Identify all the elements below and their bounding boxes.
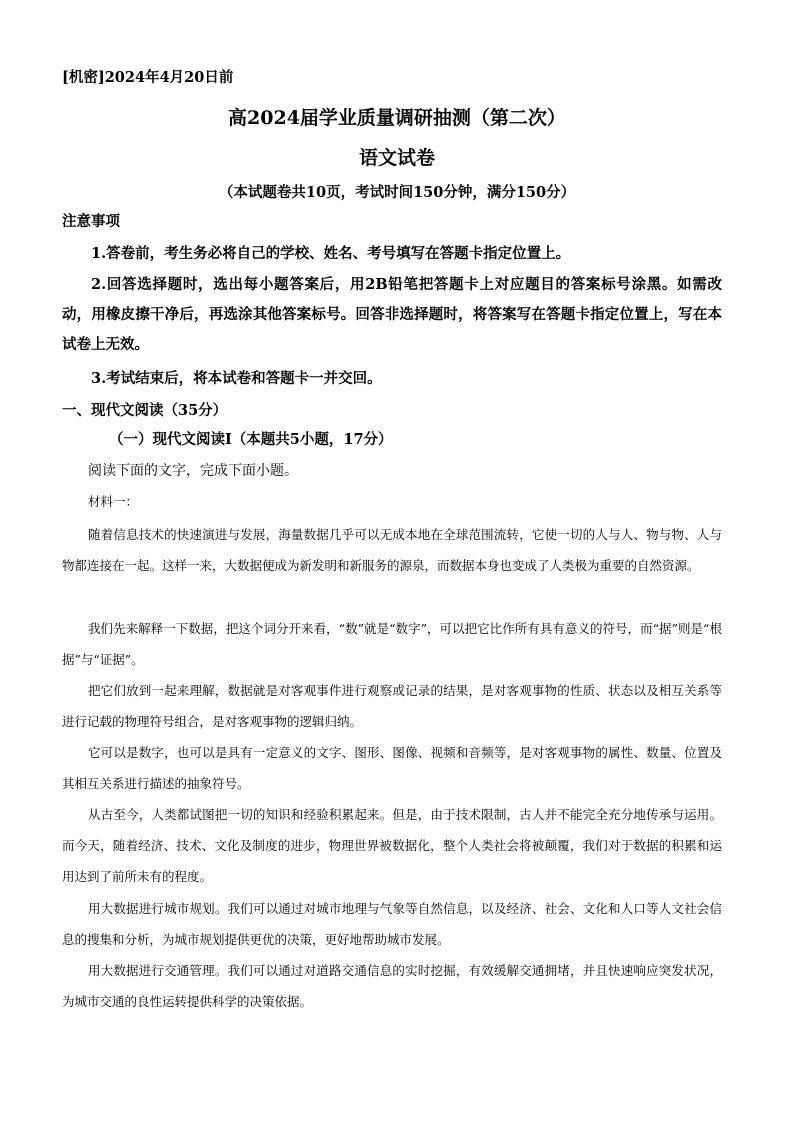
exam-title: 高2024届学业质量调研抽测（第二次）: [228, 107, 566, 129]
notes-item-2: 2.回答选择题时，选出每小题答案后，用2B铅笔把答题卡上对应题目的答案标号涂黑。如需改动，用橡皮擦干净后，再选涂其他答案标号。回答非选择题时，将答案写在答题卡指定位置上，写在本试卷上无效。: [62, 276, 722, 353]
material-paragraph-3: 把它们放到一起来理解，数据就是对客观事件进行观察或记录的结果，是对客观事物的性质、状态以及相互关系等进行记载的物理符号组合，是对客观事物的逻辑归纳。: [62, 683, 722, 729]
material-paragraph-1: 随着信息技术的快速演进与发展，海量数据几乎可以无成本地在全球范围流转，它使一切的人与人、物与物、人与物都连接在一起。这样一来，大数据便成为新发明和新服务的源泉，而数据本身也变成了人类极为重要的自然资源。: [62, 527, 722, 573]
material-paragraph-5: 从古至今，人类都试图把一切的知识和经验积累起来。但是，由于技术限制，古人并不能完全充分地传承与运用。而今天，随着经济、技术、文化及制度的进步，物理世界被数据化，整个人类社会将被颠覆，我们对于数据的积累和运用达到了前所未有的程度。: [62, 807, 722, 884]
notes-item-1: 1.答卷前，考生务必将自己的学校、姓名、考号填写在答题卡指定位置上。: [91, 245, 571, 262]
material-paragraph-6: 用大数据进行城市规划。我们可以通过对城市地理与气象等自然信息，以及经济、社会、文化和人口等人文社会信息的搜集和分析，为城市规划提供更优的决策，更好地帮助城市发展。: [62, 901, 722, 947]
material-paragraph-2: 我们先来解释一下数据，把这个词分开来看，“数”就是“数字”，可以把它比作所有具有意义的符号，而“据”则是“根据”与“证据”。: [62, 621, 722, 667]
notes-heading: 注意事项: [62, 213, 120, 230]
material-paragraph-4: 它可以是数字，也可以是具有一定意义的文字、图形、图像、视频和音频等，是对客观事物的属性、数量、位置及其相互关系进行描述的抽象符号。: [62, 745, 722, 791]
reading-instruction: 阅读下面的文字，完成下面小题。: [88, 463, 298, 479]
material-paragraph-7: 用大数据进行交通管理。我们可以通过对道路交通信息的实时挖掘，有效缓解交通拥堵，并且快速响应突发状况，为城市交通的良性运转提供科学的决策依据。: [62, 963, 722, 1009]
exam-info: （本试题卷共10页，考试时间150分钟，满分150分）: [218, 184, 576, 201]
exam-subtitle: 语文试卷: [358, 147, 435, 169]
sub-section-heading: （一）现代文阅读Ⅰ（本题共5小题，17分）: [109, 431, 393, 448]
section-heading: 一、现代文阅读（35分）: [62, 402, 228, 419]
confidential-note: [机密]2024年4月20日前: [62, 69, 234, 86]
notes-item-3: 3.考试结束后，将本试卷和答题卡一并交回。: [91, 370, 382, 387]
material-label: 材料一：: [88, 494, 139, 509]
